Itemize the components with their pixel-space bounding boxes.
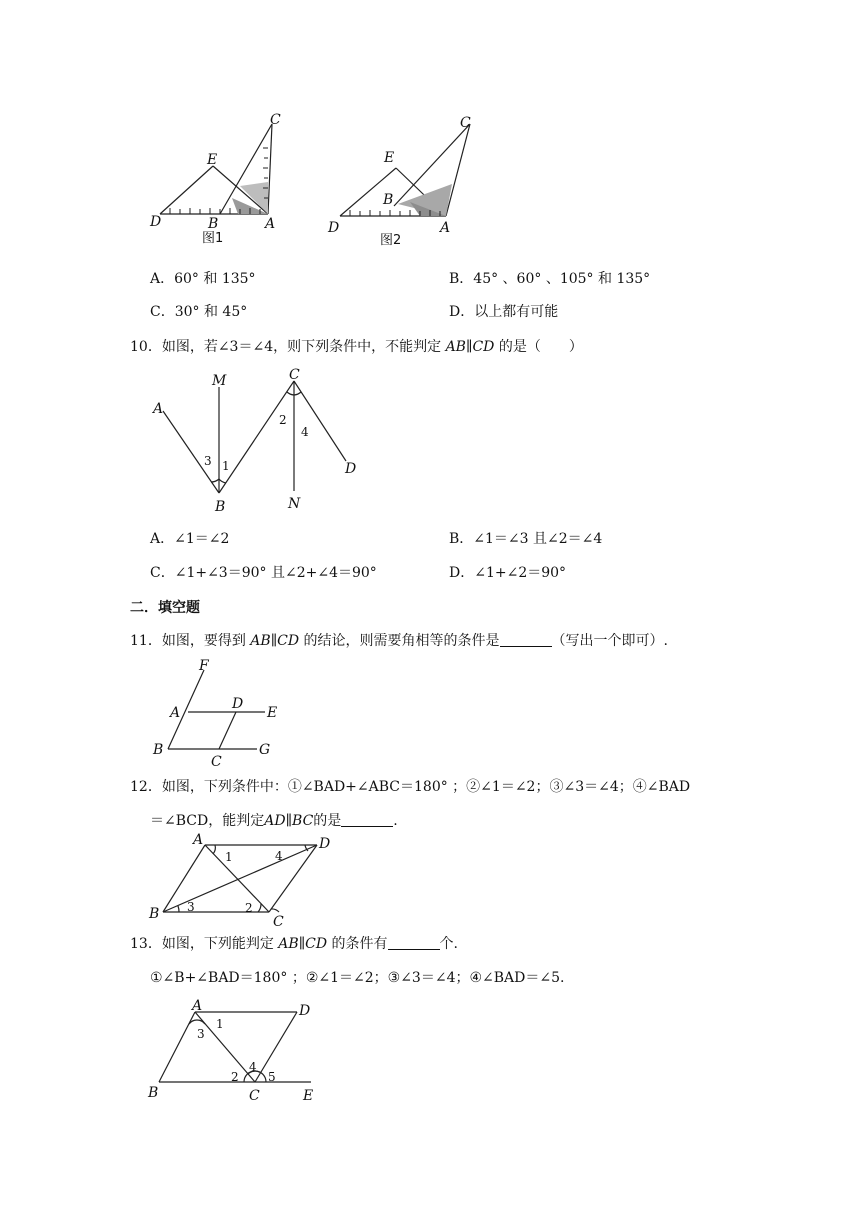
q11-ab: AB xyxy=(250,633,271,649)
q10-ab: AB xyxy=(445,339,466,355)
q13-number: 13． xyxy=(130,936,162,952)
q10-stem-prefix: 如图，若∠3＝∠4，则下列条件中，不能判定 xyxy=(161,339,442,355)
q11-label-a: A xyxy=(170,705,181,721)
q13-angle-4: 4 xyxy=(249,1060,257,1074)
q12-stem-line1 xyxy=(130,778,690,796)
q10-label-b: B xyxy=(215,499,226,515)
q13-label-c: C xyxy=(249,1088,260,1104)
q12-line2-suffix: 的是 xyxy=(313,813,342,829)
q13-cd: CD xyxy=(305,936,328,952)
q13-label-d: D xyxy=(299,1003,311,1019)
q11-stem xyxy=(130,632,668,650)
q11-stem-middle: 的结论，则需要角相等的条件是 xyxy=(303,633,500,649)
q12-figure xyxy=(145,832,345,928)
q13-label-a: A xyxy=(192,998,203,1014)
q10-cd: CD xyxy=(472,339,495,355)
q10-angle-1: 1 xyxy=(222,459,230,473)
q9-fig1-caption: 图1 xyxy=(202,231,224,246)
q9-option-b: B．45° 、60° 、105° 和 135° xyxy=(449,271,651,287)
q10-label-n: N xyxy=(288,496,301,512)
q12-parallel: ∥ xyxy=(285,813,293,829)
q12-ad: AD xyxy=(264,813,286,829)
q12-angle-2: 2 xyxy=(245,901,253,915)
q9-fig1-label-c: C xyxy=(270,112,281,128)
q13-angle-3: 3 xyxy=(197,1027,205,1041)
q9-option-d: D．以上都有可能 xyxy=(449,304,559,320)
q10-angle-3: 3 xyxy=(204,454,212,468)
q13-ab: AB xyxy=(278,936,299,952)
q9-fig2-caption: 图2 xyxy=(380,233,402,248)
q9-fig1-label-a: A xyxy=(265,216,276,232)
q13-angle-5: 5 xyxy=(268,1070,276,1084)
q9-fig2-label-e: E xyxy=(384,150,395,166)
q12-stem-line2 xyxy=(150,812,398,830)
q13-conditions: ①∠B+∠BAD＝180° ；②∠1＝∠2；③∠3＝∠4；④∠BAD＝∠5. xyxy=(150,970,565,986)
q13-angle-1: 1 xyxy=(216,1017,224,1031)
q13-stem xyxy=(130,935,458,953)
q13-label-e: E xyxy=(303,1088,314,1104)
q9-fig2-label-c: C xyxy=(460,115,471,131)
q11-label-e: E xyxy=(267,705,278,721)
q10-angle-2: 2 xyxy=(279,413,287,427)
q11-figure xyxy=(145,656,285,768)
q11-number: 11． xyxy=(130,633,162,649)
q9-fig1-label-e: E xyxy=(207,152,218,168)
q12-angle-4: 4 xyxy=(275,849,283,863)
q10-label-d: D xyxy=(345,461,357,477)
q9-fig1-label-b: B xyxy=(208,216,219,232)
q10-label-c: C xyxy=(289,367,300,383)
q10-stem xyxy=(130,338,583,356)
q12-number: 12． xyxy=(130,779,162,795)
q11-label-f: F xyxy=(199,658,209,674)
q11-stem-prefix: 如图，要得到 xyxy=(161,633,246,649)
q12-bc: BC xyxy=(292,813,314,829)
q12-end: . xyxy=(393,813,398,829)
q10-parallel: ∥ xyxy=(465,339,473,355)
q12-line2-prefix: ＝∠BCD，能判定 xyxy=(150,813,265,829)
q11-answer-blank[interactable] xyxy=(500,632,552,647)
q12-label-b: B xyxy=(149,906,160,922)
q12-label-d: D xyxy=(319,836,331,852)
q10-label-a: A xyxy=(153,401,164,417)
q13-stem-suffix: 个. xyxy=(439,936,458,952)
q11-label-b: B xyxy=(153,742,164,758)
q12-angle-3: 3 xyxy=(187,900,195,914)
q12-line1: 如图，下列条件中：①∠BAD+∠ABC＝180° ；②∠1＝∠2；③∠3＝∠4；④∠BAD xyxy=(161,779,691,795)
q11-stem-suffix: （写出一个即可）. xyxy=(551,633,668,649)
q10-figure xyxy=(145,365,375,515)
q9-figure-2 xyxy=(320,108,490,248)
q13-figure xyxy=(145,996,335,1106)
q13-angle-2: 2 xyxy=(231,1070,239,1084)
q9-option-c: C．30° 和 45° xyxy=(150,304,248,320)
q13-stem-prefix: 如图，下列能判定 xyxy=(161,936,274,952)
q9-fig2-label-d: D xyxy=(328,220,340,236)
q9-figure-1 xyxy=(140,108,300,248)
q13-parallel: ∥ xyxy=(298,936,306,952)
q10-option-d: D．∠1+∠2＝90° xyxy=(449,565,567,581)
q12-label-c: C xyxy=(273,914,284,930)
q9-option-a: A．60° 和 135° xyxy=(150,271,256,287)
q12-label-a: A xyxy=(193,832,204,848)
q10-label-m: M xyxy=(212,373,227,389)
q11-parallel: ∥ xyxy=(270,633,278,649)
q10-stem-suffix: 的是（ ） xyxy=(498,339,583,355)
q10-option-c: C．∠1+∠3＝90° 且∠2+∠4＝90° xyxy=(150,565,377,581)
q11-label-g: G xyxy=(259,742,271,758)
q10-number: 10． xyxy=(130,339,162,355)
q11-cd: CD xyxy=(277,633,300,649)
q13-label-b: B xyxy=(148,1085,159,1101)
q10-option-a: A．∠1＝∠2 xyxy=(150,531,230,547)
q11-label-c: C xyxy=(211,754,222,770)
q9-fig2-label-b: B xyxy=(383,192,394,208)
q12-angle-1: 1 xyxy=(225,850,233,864)
q13-answer-blank[interactable] xyxy=(388,935,440,950)
q11-label-d: D xyxy=(232,696,244,712)
q9-fig2-label-a: A xyxy=(440,220,451,236)
section-fill-in-title: 二．填空题 xyxy=(130,600,200,616)
q12-answer-blank[interactable] xyxy=(341,812,393,827)
q13-stem-middle: 的条件有 xyxy=(331,936,388,952)
q10-option-b: B．∠1＝∠3 且∠2＝∠4 xyxy=(449,531,603,547)
q9-fig1-label-d: D xyxy=(150,214,162,230)
q10-angle-4: 4 xyxy=(301,425,309,439)
